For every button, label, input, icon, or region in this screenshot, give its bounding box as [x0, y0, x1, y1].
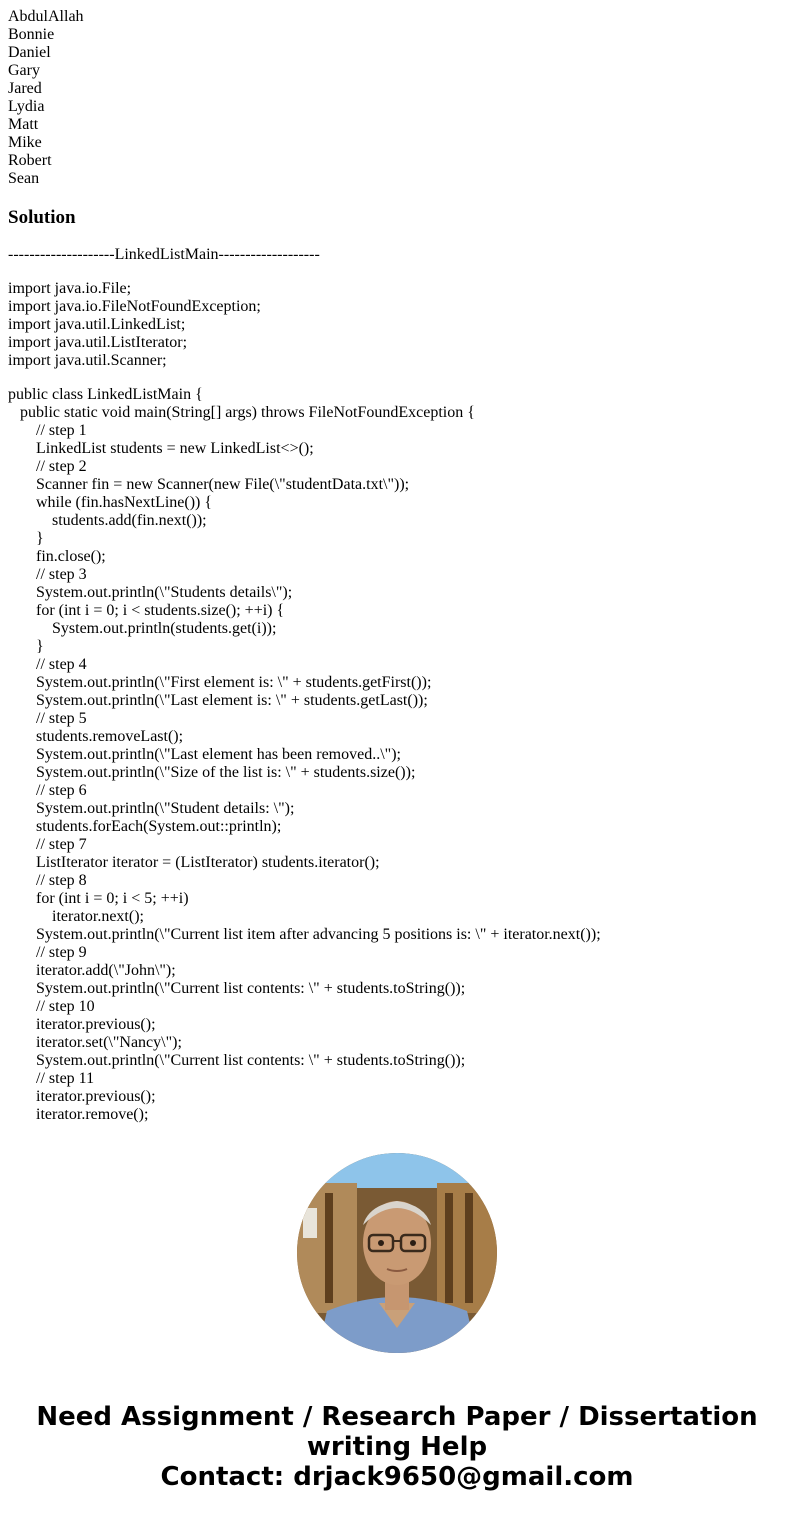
code-line: System.out.println(\"Student details: \");: [8, 800, 295, 817]
code-line: fin.close();: [8, 548, 106, 565]
student-name: Gary: [8, 62, 40, 79]
code-line: public class LinkedListMain {: [8, 386, 203, 403]
author-avatar: [297, 1153, 497, 1353]
code-line: iterator.set(\"Nancy\");: [8, 1034, 182, 1051]
code-line: for (int i = 0; i < 5; ++i): [8, 890, 189, 907]
code-line: System.out.println(\"Last element has been removed..\");: [8, 746, 401, 763]
import-line: import java.util.ListIterator;: [8, 334, 188, 351]
code-line: Scanner fin = new Scanner(new File(\"studentData.txt\"));: [8, 476, 410, 493]
code-line: // step 5: [8, 710, 87, 727]
code-lines: [8, 386, 788, 1124]
code-line: System.out.println(\"Students details\");: [8, 584, 293, 601]
code-line: iterator.add(\"John\");: [8, 962, 176, 979]
import-line: import java.util.LinkedList;: [8, 316, 186, 333]
code-blank-line: [8, 370, 788, 386]
code-line: // step 8: [8, 872, 87, 889]
code-line: while (fin.hasNextLine()) {: [8, 494, 213, 511]
student-names-list: [8, 8, 788, 188]
import-line: import java.io.FileNotFoundException;: [8, 298, 261, 315]
code-line: // step 3: [8, 566, 87, 583]
code-line: iterator.previous();: [8, 1016, 156, 1033]
file-divider-title: --------------------LinkedListMain-------------------: [8, 246, 320, 263]
code-line: }: [8, 638, 44, 655]
import-line: import java.util.Scanner;: [8, 352, 167, 369]
code-block: [8, 280, 788, 1128]
promo-banner: [0, 1402, 794, 1492]
code-line: System.out.println(\"First element is: \" + students.getFirst());: [8, 674, 432, 691]
document-body: [8, 8, 788, 1128]
code-line: LinkedList students = new LinkedList<>();: [8, 440, 314, 457]
code-line: public static void main(String[] args) throws FileNotFoundException {: [8, 404, 475, 421]
student-name: Daniel: [8, 44, 51, 61]
code-line: students.add(fin.next());: [8, 512, 207, 529]
code-line: System.out.println(\"Size of the list is: \" + students.size());: [8, 764, 416, 781]
code-line: // step 7: [8, 836, 87, 853]
code-line: System.out.println(\"Current list contents: \" + students.toString());: [8, 1052, 466, 1069]
code-line: // step 9: [8, 944, 87, 961]
code-line: // step 4: [8, 656, 87, 673]
code-line: System.out.println(students.get(i));: [8, 620, 277, 637]
student-name: Matt: [8, 116, 39, 133]
student-name: AbdulAllah: [8, 8, 84, 25]
code-line: ListIterator iterator = (ListIterator) students.iterator();: [8, 854, 380, 871]
code-line: System.out.println(\"Last element is: \" + students.getLast());: [8, 692, 428, 709]
code-line: System.out.println(\"Current list contents: \" + students.toString());: [8, 980, 466, 997]
code-line: students.removeLast();: [8, 728, 184, 745]
code-line: System.out.println(\"Current list item after advancing 5 positions is: \" + iterator.next());: [8, 926, 601, 943]
code-line: // step 10: [8, 998, 95, 1015]
promo-line-2: writing Help: [306, 1432, 488, 1462]
student-name: Bonnie: [8, 26, 55, 43]
solution-heading: Solution: [8, 207, 76, 228]
import-line: import java.io.File;: [8, 280, 132, 297]
code-line: iterator.remove();: [8, 1106, 149, 1123]
code-line: // step 11: [8, 1070, 95, 1087]
student-name: Sean: [8, 170, 40, 187]
code-line: // step 2: [8, 458, 87, 475]
code-line: students.forEach(System.out::println);: [8, 818, 282, 835]
promo-line-1: Need Assignment / Research Paper / Dissertation: [36, 1402, 758, 1432]
student-name: Lydia: [8, 98, 45, 115]
promo-contact-line: Contact: drjack9650@gmail.com: [160, 1462, 634, 1492]
author-portrait-image: [297, 1153, 497, 1353]
code-line: // step 1: [8, 422, 87, 439]
student-name: Jared: [8, 80, 42, 97]
code-line: iterator.previous();: [8, 1088, 156, 1105]
code-line: for (int i = 0; i < students.size(); ++i) {: [8, 602, 285, 619]
code-line: }: [8, 530, 44, 547]
code-line: // step 6: [8, 782, 87, 799]
student-name: Mike: [8, 134, 42, 151]
code-line: iterator.next();: [8, 908, 144, 925]
student-name: Robert: [8, 152, 52, 169]
